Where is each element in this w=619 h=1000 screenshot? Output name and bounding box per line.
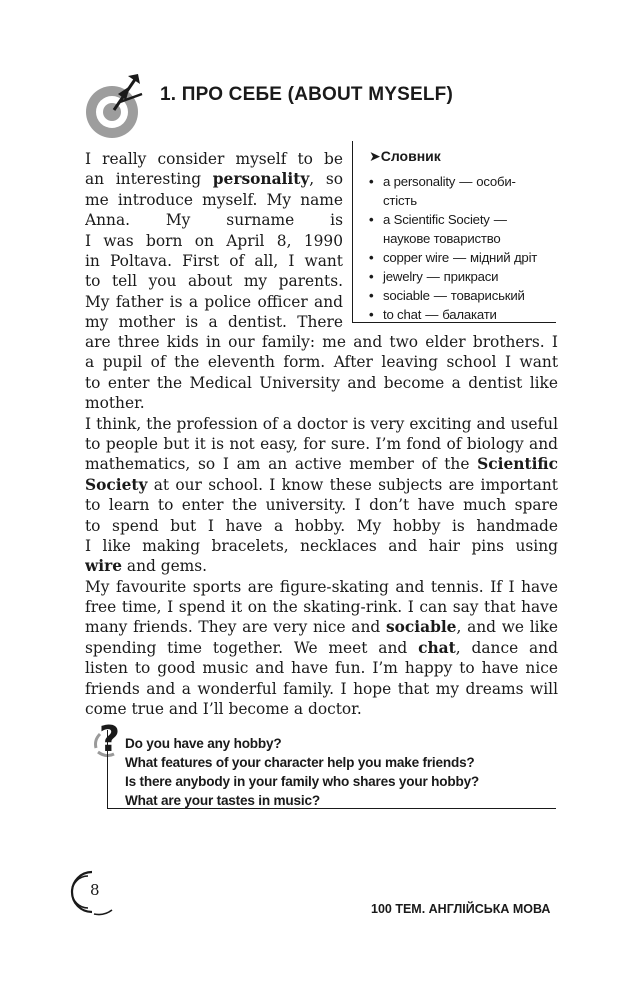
vocabulary-dash: — — [426, 269, 440, 284]
book-title: 100 ТЕМ. АНГЛІЙСЬКА МОВА — [371, 902, 551, 916]
text-fragment: , and we like — [456, 618, 558, 637]
vocabulary-term-highlight: personality — [212, 170, 310, 189]
vocabulary-translation: балакати — [442, 307, 497, 322]
vocabulary-item — [353, 267, 563, 286]
text-line — [85, 617, 558, 637]
text-line — [85, 149, 343, 169]
text-fragment: Anna. My surname is — [85, 211, 343, 230]
text-line — [85, 271, 343, 291]
vocabulary-term: jewelry — [383, 269, 423, 284]
text-line — [85, 679, 558, 699]
question-item: What are your tastes in music? — [125, 793, 320, 808]
text-line — [85, 597, 558, 617]
text-line — [85, 292, 343, 312]
text-fragment: to people but it is not easy, for sure. I’m fond of biology and — [85, 434, 558, 453]
question-item: Is there anybody in your family who shares your hobby? — [125, 774, 480, 789]
text-line — [85, 454, 558, 474]
text-line — [85, 393, 558, 413]
text-fragment: to enter the Medical University and become a dentist like — [85, 373, 558, 392]
text-line — [85, 434, 558, 454]
body-text-wrapped — [85, 149, 343, 333]
vocabulary-translation: особи- — [476, 174, 516, 189]
vocabulary-dash: — — [493, 212, 507, 227]
text-line — [85, 210, 343, 230]
vocabulary-item — [353, 305, 563, 324]
vocabulary-continuation: наукове товариство — [383, 231, 501, 246]
text-line — [85, 495, 558, 515]
vocabulary-dash: — — [459, 174, 473, 189]
vocabulary-item — [353, 286, 563, 305]
text-fragment: listen to good music and have fun. I’m happy to have nice — [85, 659, 558, 678]
text-line — [85, 638, 558, 658]
text-line — [85, 658, 558, 678]
text-line — [85, 556, 558, 576]
vocabulary-heading: Словник — [380, 148, 441, 164]
text-fragment: at our school. I know these subjects are important — [147, 475, 558, 494]
text-fragment: and gems. — [122, 557, 208, 576]
text-fragment: My father is a police officer and — [85, 292, 343, 311]
vocabulary-box — [352, 141, 556, 323]
text-fragment: mathematics, so I am an active member of the — [85, 455, 478, 474]
text-fragment: me introduce myself. My name — [85, 190, 343, 209]
vocabulary-translation: мідний дріт — [469, 250, 538, 265]
text-line — [85, 536, 558, 556]
text-line — [85, 414, 558, 434]
text-line — [85, 373, 558, 393]
text-fragment: to spend but I have a hobby. My hobby is handmade — [85, 516, 558, 535]
vocabulary-dash: — — [452, 250, 466, 265]
vocabulary-dash: — — [433, 288, 447, 303]
text-fragment: many friends. They are very nice and — [85, 618, 386, 637]
vocabulary-term: copper wire — [383, 250, 449, 265]
text-line — [85, 190, 343, 210]
vocabulary-translation: товариський — [450, 288, 525, 303]
text-line — [85, 332, 558, 352]
text-line — [85, 475, 558, 495]
vocabulary-dash: — — [425, 307, 439, 322]
text-fragment: my mother is a dentist. There — [85, 313, 343, 332]
vocabulary-continuation: стість — [383, 193, 417, 208]
vocabulary-item — [353, 172, 563, 191]
text-fragment: a pupil of the eleventh form. After leaving school I want — [85, 353, 558, 372]
chapter-title: 1. ПРО СЕБЕ (ABOUT MYSELF) — [160, 84, 454, 105]
vocabulary-term: a personality — [383, 174, 456, 189]
text-fragment: to tell you about my parents. — [85, 272, 343, 291]
vocabulary-item — [353, 210, 563, 229]
vocabulary-term: sociable — [383, 288, 430, 303]
text-line — [85, 251, 343, 271]
questions-box — [107, 730, 556, 809]
text-line — [85, 312, 343, 332]
text-fragment: free time, I spend it on the skating-rink. I can say that have — [85, 598, 558, 617]
vocabulary-term-highlight: Scientific — [477, 455, 558, 474]
text-line — [85, 577, 558, 597]
vocabulary-term-highlight: chat — [418, 638, 456, 657]
text-fragment: to learn to enter the university. I don’t have much spare — [85, 496, 558, 515]
text-fragment: come true and I’ll become a doctor. — [85, 700, 362, 719]
vocabulary-item — [353, 248, 563, 267]
text-fragment: mother. — [85, 394, 145, 413]
vocabulary-term-highlight: sociable — [385, 618, 457, 637]
text-line — [85, 352, 558, 372]
text-line — [85, 516, 558, 536]
vocabulary-translation: прикраси — [443, 269, 499, 284]
question-item: What features of your character help you make friends? — [125, 755, 475, 770]
text-line — [85, 699, 558, 719]
chevron-right-icon: ➤ — [369, 148, 381, 164]
text-fragment: an interesting — [85, 170, 213, 189]
text-fragment: in Poltava. First of all, I want — [85, 251, 343, 270]
questions-list — [125, 734, 479, 810]
target-arrow-icon — [80, 72, 148, 140]
text-fragment: My favourite sports are figure-skating and tennis. If I have — [85, 577, 558, 596]
body-text-full — [85, 332, 558, 719]
vocabulary-term-highlight: Society — [85, 475, 148, 494]
vocabulary-term-highlight: wire — [85, 557, 122, 576]
text-fragment: , dance and — [455, 638, 558, 657]
text-fragment: friends and a wonderful family. I hope that my dreams will — [85, 679, 558, 698]
text-fragment: I really consider myself to be — [85, 150, 343, 168]
page-number: 8 — [90, 881, 100, 899]
text-fragment: I like making bracelets, necklaces and hair pins using — [85, 536, 558, 555]
text-fragment: I was born on April 8, 1990 — [85, 231, 343, 250]
vocabulary-term: to chat — [383, 307, 422, 322]
svg-text:?: ? — [99, 719, 120, 758]
vocabulary-term: a Scientific Society — [383, 212, 490, 227]
text-fragment: spending time together. We meet and — [85, 638, 419, 657]
vocabulary-list — [353, 172, 563, 324]
text-line — [85, 169, 343, 189]
text-fragment: I think, the profession of a doctor is very exciting and useful — [85, 414, 558, 433]
question-item: Do you have any hobby? — [125, 736, 282, 751]
text-fragment: are three kids in our family: me and two elder brothers. I — [85, 333, 558, 351]
vocabulary-title — [369, 148, 441, 165]
text-line — [85, 231, 343, 251]
text-fragment: , so — [309, 170, 343, 189]
